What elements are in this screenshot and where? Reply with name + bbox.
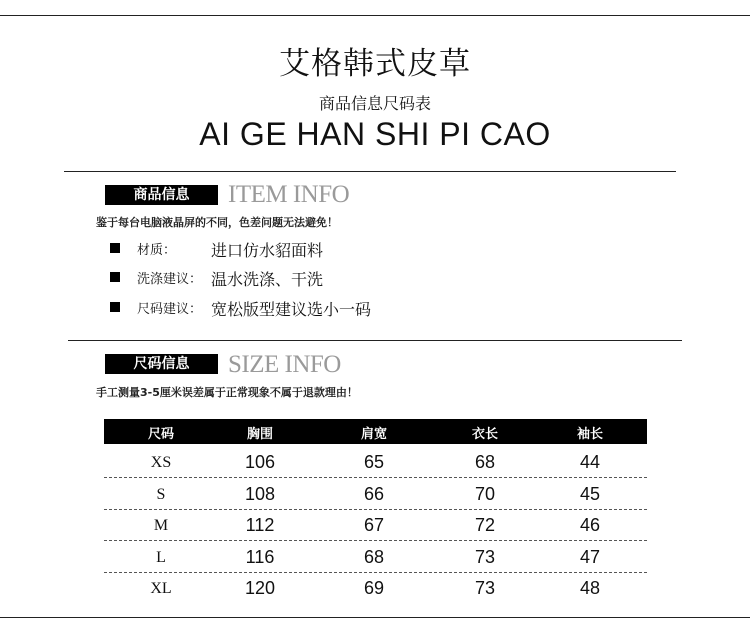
table-cell: 48 [579,578,601,598]
page-subtitle: 商品信息尺码表 [318,94,431,113]
product-info-note: 鉴于每台电脑液晶屏的不同，色差问题无法避免！ [96,216,338,229]
info-value: 宽松版型建议选小一码 [211,300,372,319]
table-cell: 106 [244,452,276,472]
table-cell: 66 [363,484,385,504]
info-value: 温水洗涤、干洗 [211,270,324,289]
product-info-title-en: ITEM INFO [228,181,350,208]
column-header: 尺码 [147,427,174,442]
table-cell: 67 [363,515,385,535]
table-cell: 112 [245,515,275,535]
table-row [104,573,647,604]
page-title-english: AI GE HAN SHI PI CAO [199,116,551,152]
row-divider [104,540,647,541]
bottom-rule [0,617,750,618]
column-header: 袖长 [576,427,603,442]
table-cell: XS [150,454,172,471]
info-label: 洗涤建议： [137,272,203,287]
table-cell: 45 [579,484,601,504]
table-row [104,542,647,573]
table-cell: 68 [363,547,385,567]
table-cell: 116 [245,547,275,567]
section-divider [68,340,682,341]
table-cell: 72 [474,515,496,535]
table-cell: L [156,549,166,566]
table-cell: 68 [474,452,496,472]
product-info-tag: 商品信息 [105,185,218,205]
table-cell: 70 [474,484,496,504]
table-cell: 73 [474,578,496,598]
table-cell: M [153,517,169,534]
table-cell: 69 [363,578,385,598]
info-label: 尺码建议： [137,302,203,317]
table-cell: 65 [363,452,385,472]
top-rule [0,15,750,16]
table-cell: 47 [579,547,601,567]
table-cell: S [156,486,166,503]
column-header: 胸围 [246,427,273,442]
table-cell: 44 [579,452,601,472]
table-cell: 46 [579,515,601,535]
bullet-icon [110,302,120,312]
size-info-title-en: SIZE INFO [228,351,341,378]
column-header: 肩宽 [360,427,387,442]
page-title: 艾格韩式皮草 [279,46,471,82]
bullet-icon [110,243,120,253]
table-cell: 73 [474,547,496,567]
header-divider [64,171,676,172]
table-row [104,447,647,478]
size-table-header [104,419,647,444]
info-label: 材质： [137,243,177,258]
table-cell: 108 [244,484,276,504]
table-cell: 120 [244,578,276,598]
info-value: 进口仿水貂面料 [211,241,324,260]
table-row [104,479,647,510]
size-info-note: 手工测量3-5厘米误差属于正常现象不属于退款理由！ [96,386,358,399]
size-info-tag: 尺码信息 [105,354,218,374]
table-cell: XL [150,580,172,597]
bullet-icon [110,272,120,282]
column-header: 衣长 [471,427,498,442]
table-row [104,510,647,541]
row-divider [104,477,647,478]
